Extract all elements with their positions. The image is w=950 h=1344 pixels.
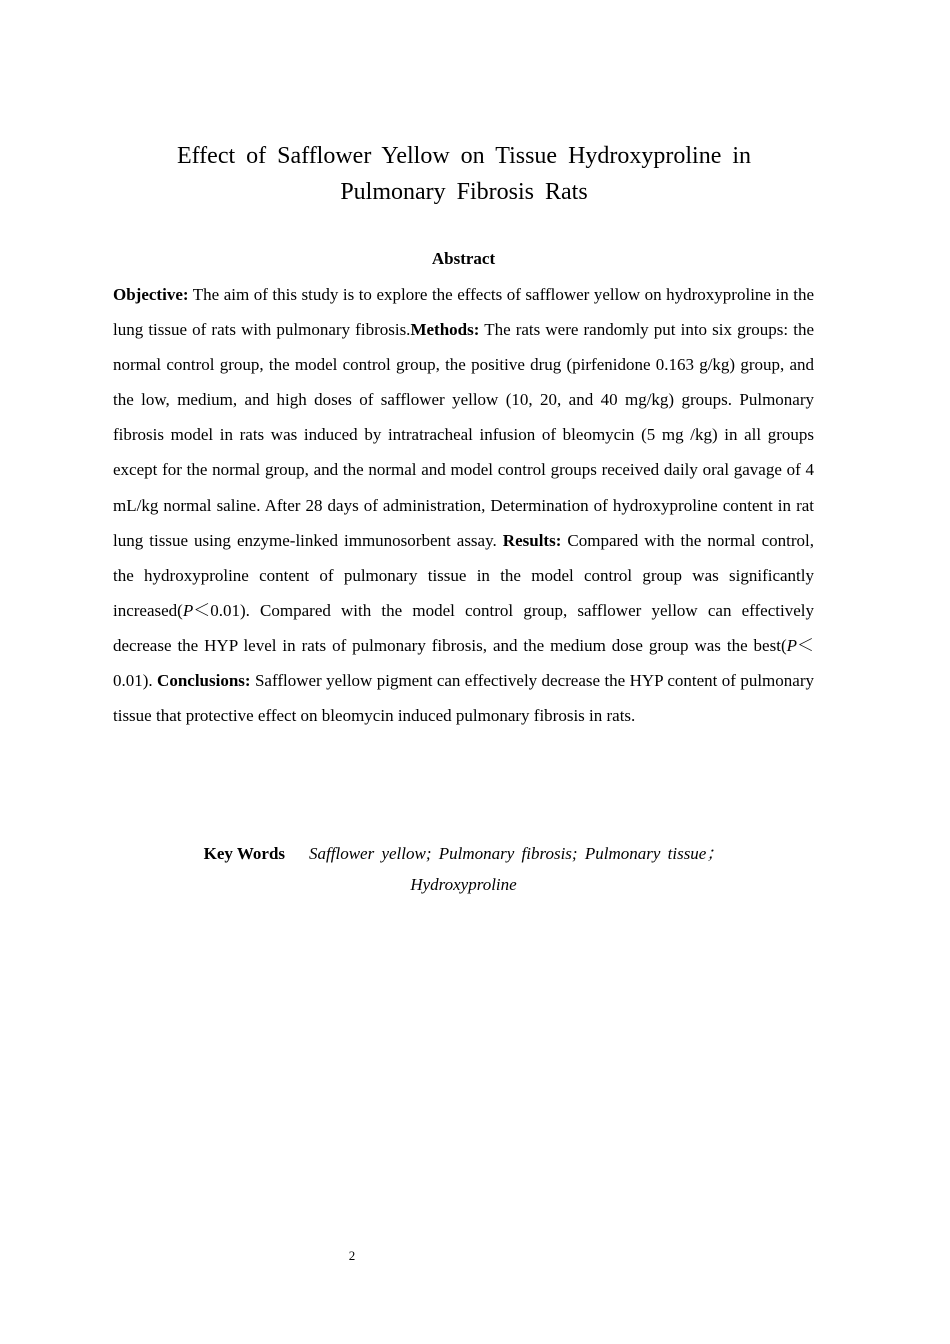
- results-text-1: Compared with the normal control, the hydroxyproline content of pulmonary tissue in the model control group was significantly increased(: [113, 530, 814, 620]
- objective-text: The aim of this study is to explore the effects of safflower yellow on hydroxyproline in the lung tissue of rats with pulmonary fibrosis.: [113, 285, 814, 340]
- abstract-heading: Abstract: [431, 249, 496, 268]
- paper-title: [150, 138, 778, 210]
- results-label: Results:: [502, 530, 562, 550]
- objective-label: Objective:: [113, 285, 189, 304]
- p-value-2: ＜0.01: [113, 635, 814, 691]
- p-value-1: ＜0.01: [193, 600, 240, 620]
- keywords: [160, 838, 767, 900]
- keywords-text: Safflower yellow; Pulmonary fibrosis; Pulmonary tissue；Hydroxyproline: [309, 844, 724, 894]
- methods-label: Methods:: [410, 320, 480, 340]
- keywords-label: Key Words: [203, 844, 286, 863]
- page-number: 2: [348, 1248, 356, 1263]
- results-text-2: ). Compared with the model control group, safflower yellow can effectively decrease the HYP level in rats of pulmonary fibrosis, and the medium dose group was the best(: [113, 600, 814, 655]
- p-symbol-2: P: [786, 635, 797, 655]
- paper-title-line-2: Pulmonary Fibrosis Rats: [340, 179, 588, 205]
- conclusions-text: Safflower yellow pigment can effectively decrease the HYP content of pulmonary tissue that protective effect on bleomycin induced pulmonary fibrosis in rats.: [113, 671, 814, 726]
- p-symbol-1: P: [182, 600, 194, 620]
- results-text-3: ).: [142, 671, 158, 691]
- paper-title-line-1: Effect of Safflower Yellow on Tissue Hydroxyproline in: [176, 143, 752, 169]
- conclusions-label: Conclusions:: [157, 671, 251, 691]
- methods-text: The rats were randomly put into six groups: the normal control group, the model control group, the positive drug (pirfenidone 0.163 g/kg) group, and the low, medium, and high doses of safflower yellow (10, 20, and 40 mg/kg) groups. Pulmonary fibrosis model in rats was induced by intratracheal infusion of bleomycin (5 mg /kg) in all groups except for the normal group, and the normal and model control groups received daily oral gavage of 4 mL/kg normal saline. After 28 days of administration, Determination of hydroxyproline content in rat lung tissue using enzyme-linked immunosorbent assay.: [113, 320, 814, 550]
- abstract-body: [113, 277, 814, 733]
